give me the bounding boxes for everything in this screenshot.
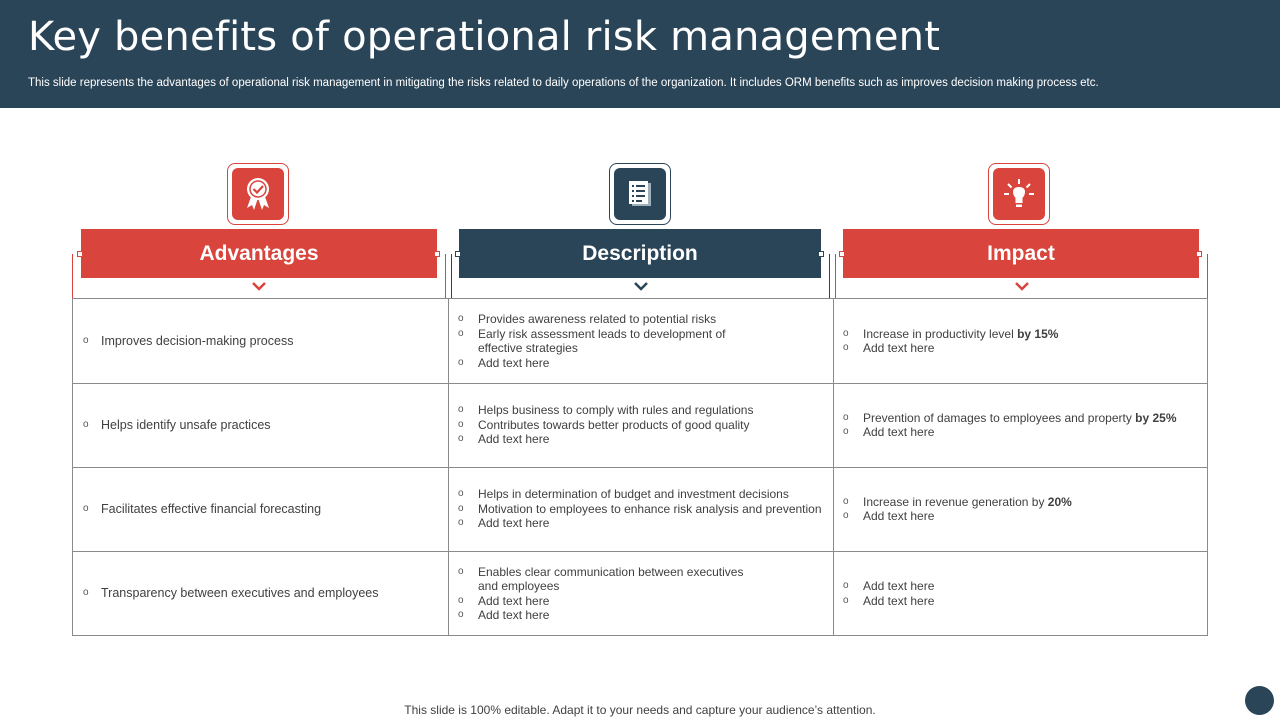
chevron-down-icon <box>251 280 267 292</box>
connector-dot <box>839 251 845 257</box>
table-row-3-description: o Helps in determination of budget and investment decisions o Motivation to employees to enhance risk analysis and prevention o Add text here <box>458 487 822 531</box>
table-row-2-impact: o Prevention of damages to employees and property by 25% o Add text here <box>843 410 1177 439</box>
impact-icon-box <box>988 163 1050 225</box>
connector-dot <box>455 251 461 257</box>
advantages-icon-box <box>227 163 289 225</box>
table-row-1-description: o Provides awareness related to potential risks o Early risk assessment leads to development of effective strategies o Add text here <box>458 312 726 370</box>
table-row-4-advantage: o Transparency between executives and employees <box>83 586 379 601</box>
connector-dot <box>434 251 440 257</box>
document-list-icon <box>614 168 666 220</box>
table-row-1-impact: o Increase in productivity level by 15% o Add text here <box>843 326 1059 355</box>
description-icon-box <box>609 163 671 225</box>
table-row-2-advantage: o Helps identify unsafe practices <box>83 417 271 432</box>
description-header: Description <box>459 229 821 278</box>
corner-decoration <box>1245 686 1274 715</box>
table-row-4-description: o Enables clear communication between executives and employees o Add text here o Add text here <box>458 564 744 622</box>
table-row-3-impact: o Increase in revenue generation by 20% o Add text here <box>843 494 1072 523</box>
chevron-down-icon <box>633 280 649 292</box>
header-banner <box>0 0 1280 108</box>
benefits-table <box>72 298 1208 636</box>
page-title: Key benefits of operational risk management <box>28 14 941 60</box>
chevron-down-icon <box>1014 280 1030 292</box>
connector-dot <box>1196 251 1202 257</box>
connector-dot <box>818 251 824 257</box>
table-row-2-description: o Helps business to comply with rules and regulations o Contributes towards better products of good quality o Add text here <box>458 403 754 447</box>
connector-dot <box>77 251 83 257</box>
footer-note: This slide is 100% editable. Adapt it to your needs and capture your audience’s attention. <box>404 703 876 717</box>
table-row-4-impact: o Add text here o Add text here <box>843 579 935 608</box>
award-ribbon-icon <box>232 168 284 220</box>
impact-header: Impact <box>843 229 1199 278</box>
table-row-3-advantage: o Facilitates effective financial forecasting <box>83 501 322 516</box>
table-row-1-advantage: o Improves decision-making process <box>83 333 294 348</box>
lightbulb-idea-icon <box>993 168 1045 220</box>
page-subtitle: This slide represents the advantages of operational risk management in mitigating the risks related to daily operations of the organization. It includes ORM benefits such as improves decision making process etc. <box>28 77 1099 89</box>
advantages-header: Advantages <box>81 229 437 278</box>
